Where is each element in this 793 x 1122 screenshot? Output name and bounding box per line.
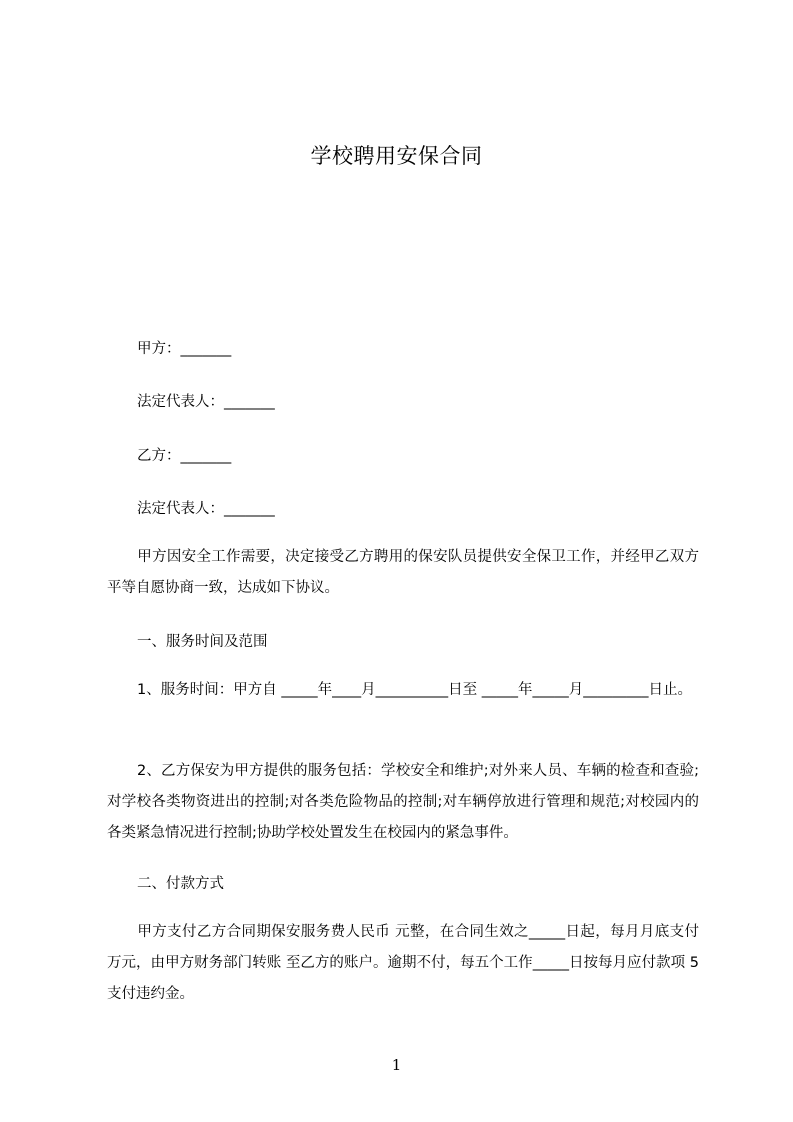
clause-2-paragraph [107,756,699,849]
party-a-line: 甲方：_______ [137,341,232,357]
intro-paragraph [107,542,699,604]
payment-paragraph [107,917,699,1010]
payment-text: 甲方支付乙方合同期保安服务费人民币 元整，在合同生效之_____日起，每月月底支付 万元，由甲方财务部门转账 至乙方的账户。逾期不付，每五个工作_____日按每月应付款项 5 支付违约金。 [107,924,699,1002]
intro-text: 甲方因安全工作需要，决定接受乙方聘用的保安队员提供安全保卫工作，并经甲乙双方平等自愿协商一致，达成如下协议。 [107,549,699,596]
party-b-line: 乙方：_______ [137,448,232,464]
section-1-heading: 一、服务时间及范围 [137,634,268,650]
page-number: 1 [391,1056,402,1074]
party-b-representative-line: 法定代表人：_______ [137,501,275,517]
document-title: 学校聘用安保合同 [310,144,483,168]
clause-1-paragraph [107,675,699,706]
clause-2-text: 2、乙方保安为甲方提供的服务包括：学校安全和维护;对外来人员、车辆的检查和查验;对学校各类物资进出的控制;对各类危险物品的控制;对车辆停放进行管理和规范;对校园内的各类紧急情况进行控制;协助学校处置发生在校园内的紧急事件。 [107,763,699,841]
section-2-heading: 二、付款方式 [137,876,224,892]
party-a-representative-line: 法定代表人：_______ [137,394,275,410]
clause-1-text: 1、服务时间：甲方自 _____年____月__________日至 _____年_____月_________日止。 [137,682,692,698]
